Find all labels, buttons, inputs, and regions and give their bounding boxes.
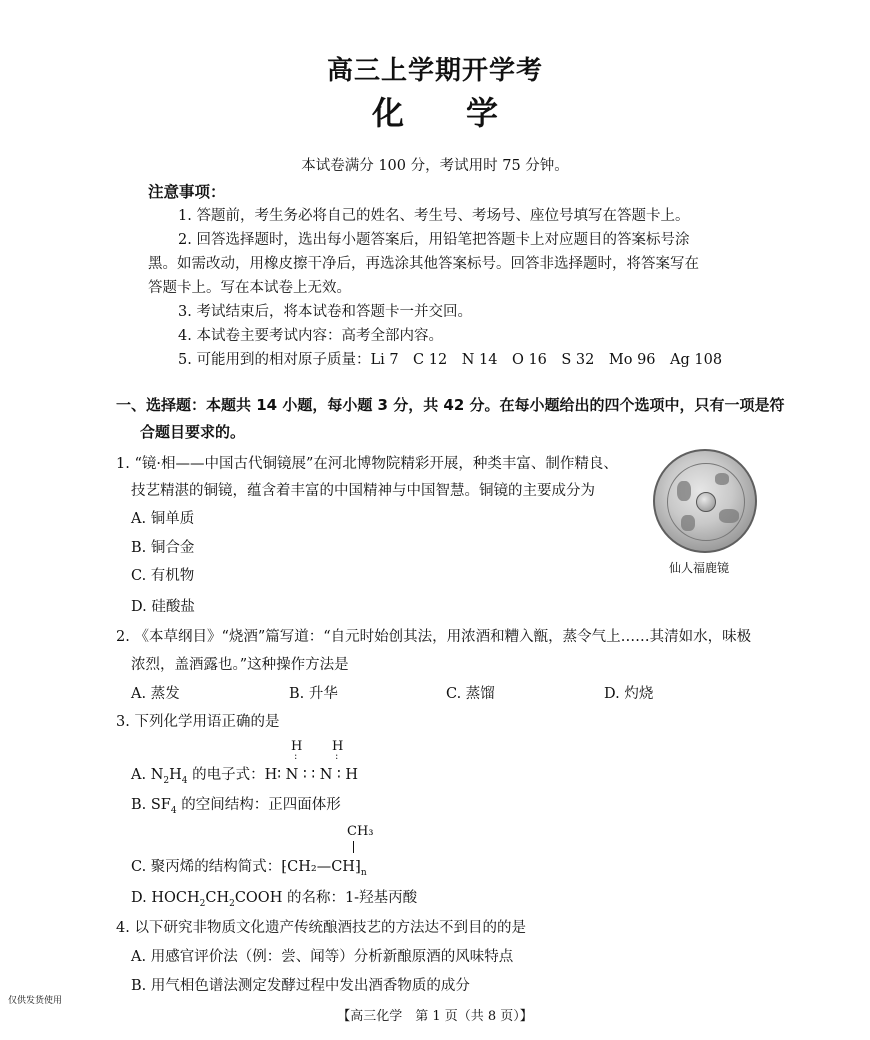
- question-4-option-a: A. 用感官评价法（例：尝、闻等）分析新酿原酒的风味特点: [131, 949, 514, 965]
- question-1-option-d: D. 硅酸盐: [131, 599, 195, 615]
- question-3-option-a: A. $N_2H_4$ 的电子式：H∶ N ∶ ∶ N ∶ H: [131, 767, 359, 786]
- question-3-option-d: D. $HOCH_2CH_2COOH$ 的名称：1-羟基丙酸: [131, 890, 418, 909]
- notice-item: 答题卡上。写在本试卷上无效。: [148, 280, 351, 296]
- question-4-option-b: B. 用气相色谱法测定发酵过程中发出酒香物质的成分: [131, 978, 470, 994]
- exam-title: 高三上学期开学考: [326, 56, 543, 86]
- subject-title: 化学: [371, 94, 560, 132]
- notice-item: 黑。如需改动，用橡皮擦干净后，再选涂其他答案标号。回答非选择题时，将答案写在: [148, 256, 699, 272]
- section-heading: 一、选择题：本题共 14 小题，每小题 3 分，共 42 分。在每小题给出的四个选项中，只有一项是符: [116, 396, 785, 414]
- polymer-chain: CH₂—CH: [287, 859, 355, 875]
- question-1-stem-cont: 技艺精湛的铜镜，蕴含着丰富的中国精神与中国智慧。铜镜的主要成分为: [131, 483, 595, 499]
- question-1-option-b: B. 铜合金: [131, 540, 195, 556]
- notice-item: 3. 考试结束后，将本试卷和答题卡一并交回。: [178, 304, 472, 320]
- notice-item: 1. 答题前，考生务必将自己的姓名、考生号、考场号、座位号填写在答题卡上。: [178, 208, 690, 224]
- question-2-option-c: C. 蒸馏: [446, 686, 495, 702]
- notice-item: 5. 可能用到的相对原子质量：Li 7 C 12 N 14 O 16 S 32 Mo 96 Ag 108: [178, 352, 723, 368]
- question-4-stem: 4. 以下研究非物质文化遗产传统酿酒技艺的方法达不到目的的是: [116, 920, 526, 936]
- image-caption: 仙人福鹿镜: [669, 561, 730, 575]
- notice-heading: 注意事项：: [148, 183, 226, 201]
- electron-formula: H∶ N ∶ ∶ N ∶ H: [264, 767, 359, 783]
- branch-bond: [353, 841, 354, 853]
- footer-note: 仅供发货使用: [8, 996, 63, 1006]
- question-3-option-b: B. $SF_4$ 的空间结构：正四面体形: [131, 797, 341, 816]
- page-number: 【高三化学 第 1 页（共 8 页）】: [337, 1009, 533, 1024]
- question-3-option-c: C. 聚丙烯的结构简式：$⁅CH_2—CH⁆_n$: [131, 857, 367, 878]
- question-2-option-b: B. 升华: [289, 686, 338, 702]
- question-2-option-a: A. 蒸发: [131, 686, 180, 702]
- question-2-stem-cont: 浓烈，盖酒露也。”这种操作方法是: [131, 657, 349, 673]
- hydrogen-label: H: [291, 739, 303, 754]
- question-1-option-c: C. 有机物: [131, 568, 195, 584]
- notice-item: 4. 本试卷主要考试内容：高考全部内容。: [178, 328, 443, 344]
- question-3-stem: 3. 下列化学用语正确的是: [116, 714, 280, 730]
- question-2-option-d: D. 灼烧: [604, 686, 654, 702]
- question-2-stem: 2. 《本草纲目》“烧酒”篇写道：“自元时始创其法，用浓酒和糟入甑，蒸令气上……其清如水，味极: [116, 629, 752, 645]
- section-heading-cont: 合题目要求的。: [140, 423, 246, 441]
- exam-info: 本试卷满分 100 分，考试用时 75 分钟。: [301, 158, 569, 174]
- electron-pair-dots: :: [335, 751, 339, 762]
- question-1-stem: 1. “镜·相——中国古代铜镜展”在河北博物院精彩开展，种类丰富、制作精良、: [116, 456, 618, 472]
- methyl-branch: CH₃: [347, 824, 374, 839]
- bronze-mirror-image: [653, 449, 757, 553]
- electron-pair-dots: :: [294, 751, 298, 762]
- hydrogen-label: H: [332, 739, 344, 754]
- question-1-option-a: A. 铜单质: [131, 511, 195, 527]
- notice-item: 2. 回答选择题时，选出每小题答案后，用铅笔把答题卡上对应题目的答案标号涂: [178, 232, 690, 248]
